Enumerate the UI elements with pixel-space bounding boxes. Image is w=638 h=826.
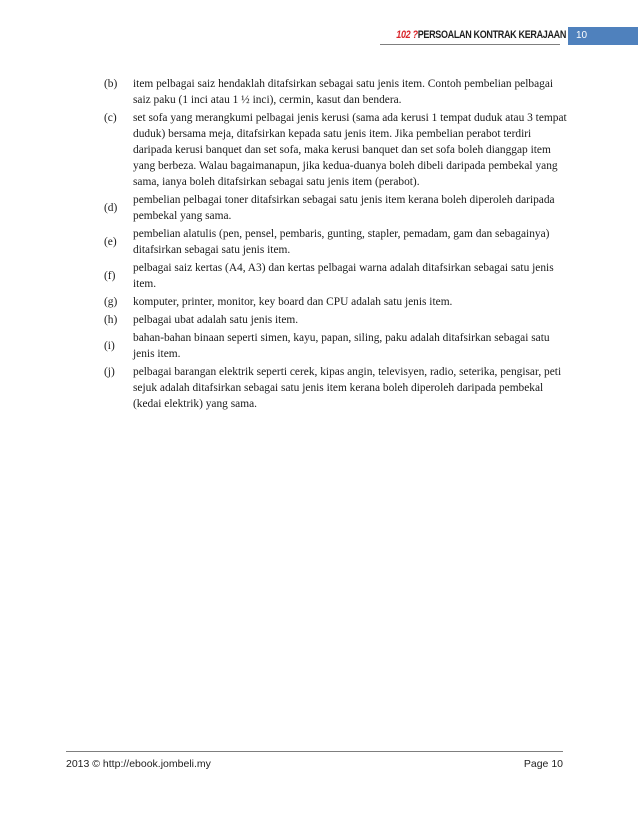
item-text: pembelian pelbagai toner ditafsirkan sebagai satu jenis item kerana boleh diperoleh daripada pembekal yang sama. (133, 194, 555, 222)
item-label: (b) (104, 78, 118, 90)
page-footer (66, 751, 563, 774)
item-text: pelbagai saiz kertas (A4, A3) dan kertas pelbagai warna adalah ditafsirkan sebagai satu jenis item. (133, 262, 554, 290)
item-label: (f) (104, 270, 116, 282)
list-item (0, 364, 638, 412)
header-rule (380, 44, 560, 45)
header-page-number: 10 (576, 30, 588, 41)
item-label: (e) (104, 236, 117, 248)
item-text: pelbagai barangan elektrik seperti cerek, kipas angin, televisyen, radio, seterika, pengisar, peti sejuk adalah ditafsirkan sebagai satu jenis item kerana boleh diperoleh daripada pembekal (kedai elektrik) yang sama. (133, 366, 562, 410)
item-label: (i) (104, 340, 115, 352)
header-title-mark: ? (412, 29, 418, 41)
item-text: komputer, printer, monitor, key board dan CPU adalah satu jenis item. (133, 296, 453, 308)
header-title-text: PERSOALAN KONTRAK KERAJAAN (417, 29, 566, 41)
item-text: bahan-bahan binaan seperti simen, kayu, papan, siling, paku adalah ditafsirkan sebagai satu jenis item. (133, 332, 550, 360)
item-label: (j) (104, 366, 115, 378)
item-label: (h) (104, 314, 118, 326)
list-item (0, 330, 638, 362)
item-text: set sofa yang merangkumi pelbagai jenis kerusi (sama ada kerusi 1 tempat duduk atau 3 tempat duduk) bersama meja, ditafsirkan kepada satu jenis item. Jika pembelian perabot terdiri daripada kerusi banquet dan set sofa, maka kerusi banquet dan set sofa boleh dianggap item yang berbeza. Walau bagaimanapun, jika kedua-duanya boleh dibeli daripada pembekal yang sama, ianya boleh ditafsirkan sebagai satu jenis item (perabot). (133, 112, 567, 188)
item-label: (g) (104, 296, 118, 308)
item-label: (d) (104, 202, 118, 214)
header-page-box (568, 27, 638, 45)
footer-page-number: Page 10 (523, 758, 563, 770)
list-item (0, 110, 638, 190)
list-item (0, 260, 638, 292)
item-text: pelbagai ubat adalah satu jenis item. (133, 314, 299, 326)
page-header (380, 27, 638, 45)
item-text: pembelian alatulis (pen, pensel, pembaris, gunting, stapler, pemadam, gam dan sebagainya) ditafsirkan sebagai satu jenis item. (133, 228, 550, 256)
header-title (396, 29, 566, 41)
list-item (0, 76, 638, 108)
list-item (0, 226, 638, 258)
footer-copyright: 2013 © http://ebook.jombeli.my (66, 758, 211, 770)
list-item (0, 294, 638, 310)
list-item (0, 312, 638, 328)
item-text: item pelbagai saiz hendaklah ditafsirkan sebagai satu jenis item. Contoh pembelian pelbagai saiz paku (1 inci atau 1 ½ inci), cermin, kasut dan bendera. (133, 78, 554, 106)
item-label: (c) (104, 112, 117, 124)
item-list (0, 76, 638, 414)
header-title-number: 102 (396, 29, 411, 41)
list-item (0, 192, 638, 224)
